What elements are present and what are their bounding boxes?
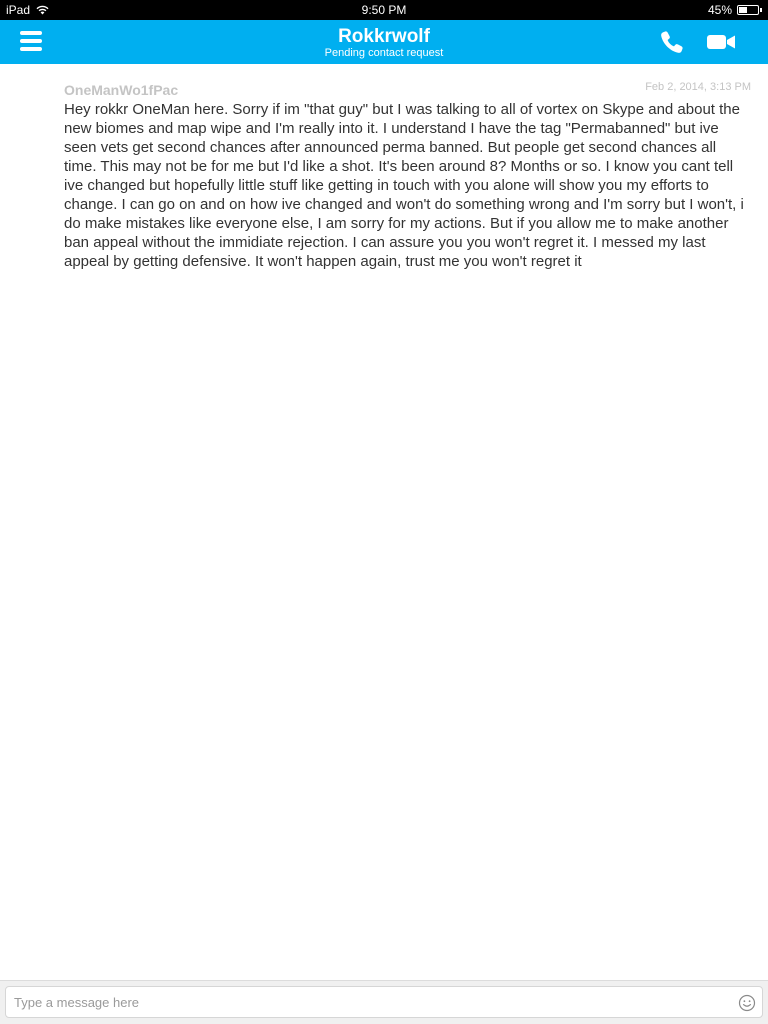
message-sender: OneManWo1fPac — [64, 82, 179, 98]
status-bar — [0, 0, 768, 20]
message-item — [64, 81, 754, 271]
phone-icon[interactable] — [659, 29, 685, 55]
composer-field[interactable] — [5, 986, 763, 1018]
battery-icon — [737, 5, 759, 15]
contact-name: Rokkrwolf — [338, 26, 430, 47]
message-list[interactable] — [0, 64, 768, 980]
status-time: 9:50 PM — [361, 3, 407, 17]
battery-percent: 45% — [707, 3, 732, 17]
message-input[interactable] — [14, 992, 724, 1012]
battery-fill — [739, 7, 747, 13]
smiley-icon[interactable] — [738, 994, 756, 1012]
message-text: Hey rokkr OneMan here. Sorry if im "that guy" but I was talking to all of vortex on Skype and about the new biomes and map wipe and I'm really into it. I understand I have the tag "Permabanned" but ive seen vets get second chances after announced perma banned. But people get second chances all time. This may not be for me but I'd like a shot. It's been around 8? Months or so. I know you cant tell ive changed but hopefully little stuff like getting in touch with you alone will show you my efforts to change. I can go on and on how ive changed and won't do something wrong and I'm sorry but I won't, i do make mistakes like everyone else, I am sorry for my actions. But if you allow me to make another ban appeal without the immidiate rejection. I can assure you you won't regret it. I messed my last appeal by getting defensive. It won't happen again, trust me you won't regret it — [64, 101, 744, 270]
device-name: iPad — [6, 3, 31, 17]
conversation-header — [0, 20, 768, 64]
header-title-block — [0, 27, 768, 59]
status-right — [708, 3, 762, 17]
message-timestamp: Feb 2, 2014, 3:13 PM — [645, 81, 751, 93]
battery-nub — [760, 8, 762, 12]
contact-status: Pending contact request — [324, 47, 444, 59]
video-camera-icon[interactable] — [706, 32, 736, 52]
message-composer — [0, 980, 768, 1024]
